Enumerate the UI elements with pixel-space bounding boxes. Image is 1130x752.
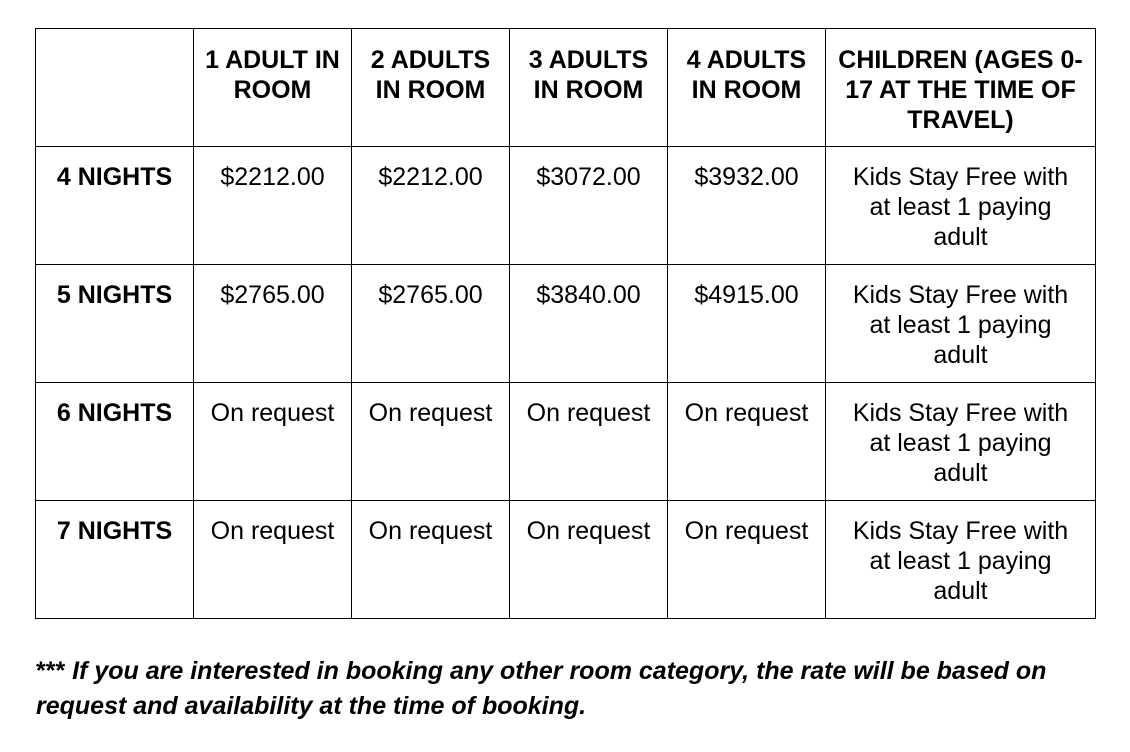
rate-cell: $2212.00 xyxy=(352,147,510,265)
rate-cell: On request xyxy=(510,383,668,501)
header-3-adults xyxy=(510,29,668,147)
children-cell: Kids Stay Free with at least 1 paying adult xyxy=(826,501,1096,619)
rate-cell: On request xyxy=(668,383,826,501)
rate-cell: $4915.00 xyxy=(668,265,826,383)
header-1-adult xyxy=(194,29,352,147)
row-label: 6 NIGHTS xyxy=(36,383,194,501)
header-label: 1 ADULT IN ROOM xyxy=(205,46,340,104)
table-row xyxy=(36,265,1096,383)
rate-cell: $2212.00 xyxy=(194,147,352,265)
header-label: 2 ADULTS IN ROOM xyxy=(370,46,491,104)
row-label: 5 NIGHTS xyxy=(36,265,194,383)
rate-cell: $3072.00 xyxy=(510,147,668,265)
header-children xyxy=(826,29,1096,147)
rate-cell: On request xyxy=(668,501,826,619)
children-cell: Kids Stay Free with at least 1 paying adult xyxy=(826,265,1096,383)
rate-cell: On request xyxy=(352,383,510,501)
rate-cell: $2765.00 xyxy=(194,265,352,383)
header-corner-cell xyxy=(36,29,194,147)
footnote-stars: *** xyxy=(36,657,66,685)
header-4-adults xyxy=(668,29,826,147)
rate-cell: $3840.00 xyxy=(510,265,668,383)
header-label: 3 ADULTS IN ROOM xyxy=(528,46,649,104)
row-label: 4 NIGHTS xyxy=(36,147,194,265)
children-cell: Kids Stay Free with at least 1 paying adult xyxy=(826,383,1096,501)
rate-cell: On request xyxy=(352,501,510,619)
table-row xyxy=(36,147,1096,265)
header-2-adults xyxy=(352,29,510,147)
footnote-text: If you are interested in booking any other room category, the rate will be based on request and availability at the time of booking. xyxy=(36,657,1047,720)
footnote xyxy=(36,654,1116,724)
rate-cell: On request xyxy=(194,383,352,501)
header-label: 4 ADULTS IN ROOM xyxy=(686,46,807,104)
rate-cell: On request xyxy=(194,501,352,619)
header-label: CHILDREN (AGES 0-17 AT THE TIME OF TRAVEL) xyxy=(838,46,1083,134)
rate-cell: On request xyxy=(510,501,668,619)
row-label: 7 NIGHTS xyxy=(36,501,194,619)
table-row xyxy=(36,383,1096,501)
rate-cell: $2765.00 xyxy=(352,265,510,383)
rate-cell: $3932.00 xyxy=(668,147,826,265)
rate-table xyxy=(35,28,1096,619)
header-row xyxy=(36,29,1096,147)
table-row xyxy=(36,501,1096,619)
children-cell: Kids Stay Free with at least 1 paying adult xyxy=(826,147,1096,265)
